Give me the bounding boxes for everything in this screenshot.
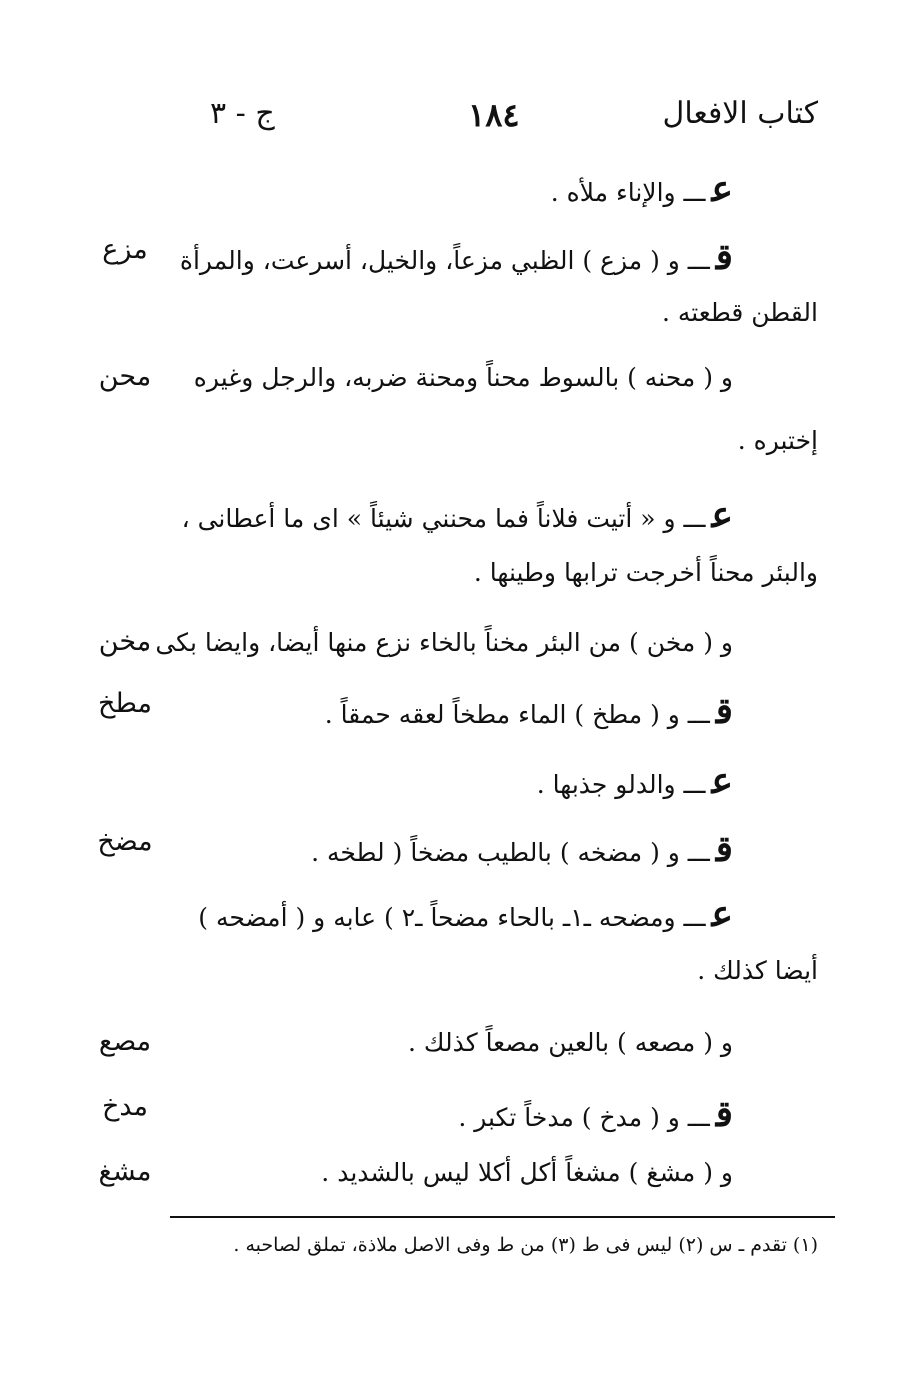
- line-text: ـــ والإناء ملأه .: [550, 178, 706, 207]
- margin-keyword: مشغ: [98, 1156, 152, 1187]
- line-text: ـــ و ( مطخ ) الماء مطخاً لعقه حمقاً .: [324, 700, 710, 729]
- text-line: [0, 160, 913, 216]
- margin-keyword: مخن: [98, 626, 152, 657]
- margin-keyword: مدخ: [101, 1091, 149, 1122]
- line-text: و ( محنه ) بالسوط محناً ومحنة ضربه، والرجل وغيره: [193, 363, 733, 392]
- line-text: ـــ و ( مدخ ) مدخاً تكبر .: [458, 1103, 710, 1132]
- footnote: (١) تقدم ـ س (٢) ليس فى ط (٣) من ط وفى الاصل ملاذة، تملق لصاحبه .: [233, 1234, 818, 1256]
- text-line: [0, 228, 913, 284]
- margin-keyword: محن: [98, 361, 152, 392]
- source-siglum: ق: [715, 236, 733, 278]
- line-text: أيضا كذلك .: [697, 956, 818, 985]
- text-line: [0, 355, 913, 411]
- line-text: ـــ و « أتيت فلاناً فما محنني شيئاً » اى ما أعطانى ،: [181, 504, 706, 533]
- text-line: [0, 620, 913, 676]
- text-line: [0, 550, 913, 606]
- margin-keyword: مطخ: [97, 688, 153, 719]
- source-siglum: ع: [711, 893, 733, 935]
- text-line: [0, 418, 913, 474]
- text-line: [0, 948, 913, 1004]
- text-line: [0, 885, 913, 941]
- margin-keyword: مزع: [102, 234, 148, 265]
- line-text: القطن قطعته .: [661, 298, 818, 327]
- text-line: [0, 1150, 913, 1206]
- page-number: ١٨٤: [468, 96, 520, 134]
- line-text: و ( مصعه ) بالعين مصعاً كذلك .: [408, 1028, 733, 1057]
- text-line: [0, 682, 913, 738]
- text-line: [0, 486, 913, 542]
- text-line: [0, 820, 913, 876]
- page-header: [0, 96, 913, 146]
- line-text: و ( مخن ) من البئر مخناً بالخاء نزع منها أيضا، وايضا بكى .: [139, 628, 733, 657]
- line-text: إختبره .: [737, 426, 818, 455]
- source-siglum: ع: [711, 168, 733, 210]
- line-text: ـــ و ( مزع ) الظبي مزعاً، والخيل، أسرعت، والمرأة: [179, 246, 710, 275]
- line-text: ـــ والدلو جذبها .: [536, 770, 706, 799]
- line-text: ـــ و ( مضخه ) بالطيب مضخاً ( لطخه .: [311, 838, 710, 867]
- text-line: [0, 290, 913, 346]
- margin-keyword: مضخ: [97, 826, 153, 857]
- text-line: [0, 1020, 913, 1076]
- source-siglum: ق: [715, 1093, 733, 1135]
- footnote-divider: [170, 1216, 835, 1218]
- source-siglum: ع: [711, 760, 733, 802]
- source-siglum: ق: [715, 828, 733, 870]
- text-line: [0, 1085, 913, 1141]
- line-text: ـــ ومضحه ـ١ـ بالحاء مضحاً ـ٢ ) عابه و ( أمضحه ): [198, 903, 706, 932]
- text-line: [0, 752, 913, 808]
- source-siglum: ق: [715, 690, 733, 732]
- source-siglum: ع: [711, 494, 733, 536]
- line-text: و ( مشغ ) مشغاً أكل أكلا ليس بالشديد .: [321, 1158, 733, 1187]
- book-title: كتاب الافعال: [662, 96, 818, 131]
- volume-label: ج - ٣: [210, 96, 275, 131]
- line-text: والبئر محناً أخرجت ترابها وطينها .: [473, 558, 818, 587]
- margin-keyword: مصع: [98, 1026, 152, 1057]
